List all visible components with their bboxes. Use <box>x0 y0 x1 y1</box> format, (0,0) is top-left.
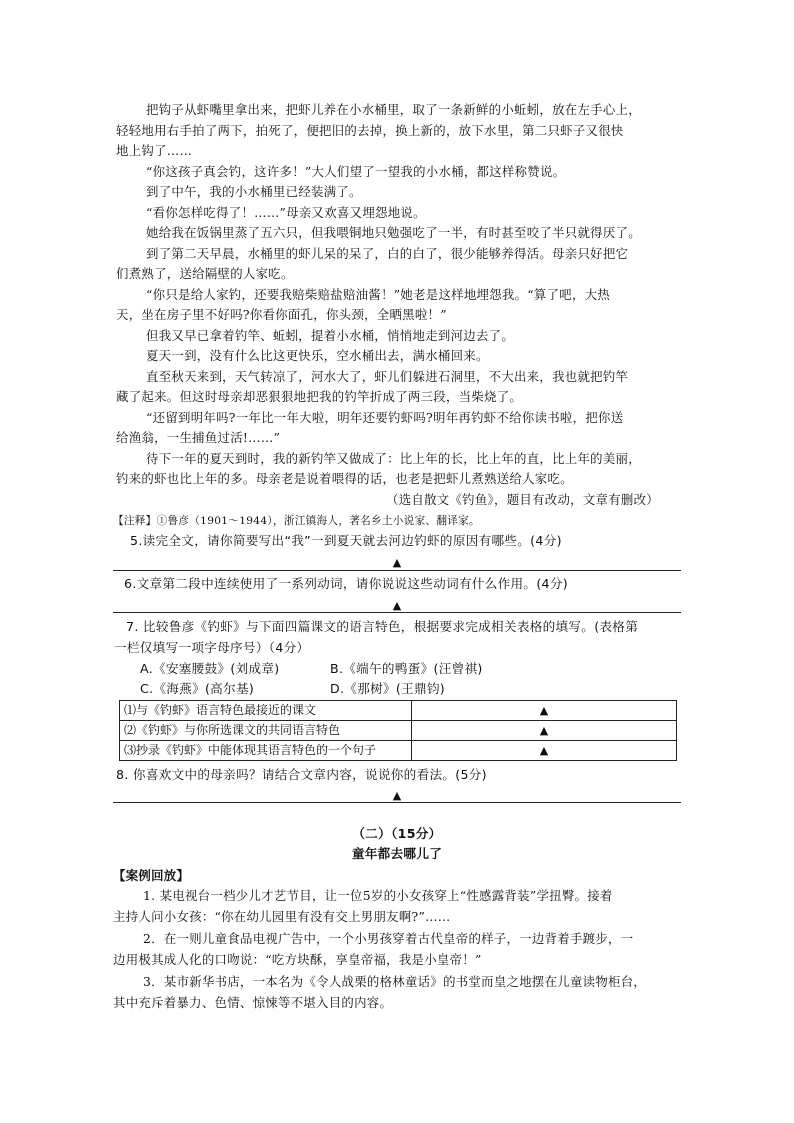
case-tag: 【案例回放】 <box>113 868 190 883</box>
option-b: B.《端午的鸭蛋》(汪曾祺) <box>330 661 483 676</box>
section-title: 童年都去哪儿了 <box>351 846 443 861</box>
story-line: 直至秋天来到，天气转凉了，河水大了，虾儿们躲进石洞里，不大出来，我也就把钓竿 <box>146 369 629 384</box>
table-row <box>120 721 677 741</box>
story-line: “还留到明年吗?一年比一年大啦，明年还要钓虾吗?明年再钓虾不给你读书啦，把你送 <box>146 410 624 425</box>
option-c: C.《海燕》(高尔基) <box>140 681 255 696</box>
question-5: 5.读完全文，请你简要写出“我”一到夏天就去河边钓虾的原因有哪些。(4分) <box>130 533 562 548</box>
answer-line <box>113 802 681 803</box>
case-line: 其中充斥着暴力、色情、惊悚等不堪入目的内容。 <box>113 995 393 1010</box>
answer-mark: ▲ <box>392 789 402 802</box>
answer-line <box>113 612 681 613</box>
story-line: 给渔翁，一生捕鱼过活!……” <box>116 430 281 445</box>
story-line: “你这孩子真会钓，这许多！”大人们望了一望我的小水桶，都这样称赞说。 <box>146 164 566 179</box>
story-line: 藏了起来。但这时母亲却恶狠狠地把我的钓竿折成了两三段，当柴烧了。 <box>116 389 523 404</box>
table-label: ⑴与《钓虾》语言特色最接近的课文 <box>120 701 412 721</box>
story-line: 轻轻地用右手拍了两下，拍死了，便把旧的去掉，换上新的，放下水里，第二只虾子又很快 <box>116 123 624 138</box>
table-label: ⑵《钓虾》与你所选课文的共同语言特色 <box>120 721 412 741</box>
story-line: 把钩子从虾嘴里拿出来，把虾儿养在小水桶里，取了一条新鲜的小蚯蚓，放在左手心上， <box>146 102 641 117</box>
story-line: 待下一年的夏天到时，我的新钓竿又做成了：比上年的长，比上年的直，比上年的美丽， <box>146 451 641 466</box>
story-line: “你只是给人家钓，还要我赔柴赔盐赔油酱！”她老是这样地埋怨我。“算了吧，大热 <box>146 287 611 302</box>
table-row <box>120 701 677 721</box>
story-line: 到了第二天早晨，水桶里的虾儿呆的呆了，白的白了，很少能够养得活。母亲只好把它 <box>146 246 629 261</box>
table-row <box>120 741 677 761</box>
answer-mark: ▲ <box>392 556 402 569</box>
story-line: 到了中午，我的小水桶里已经装满了。 <box>146 184 362 199</box>
story-line: “看你怎样吃得了！……”母亲又欢喜又埋怨地说。 <box>146 205 426 220</box>
story-line: 钓来的虾也比上年的多。母亲老是说着喂得的话，也老是把虾儿煮熟送给人家吃。 <box>116 471 573 486</box>
option-a: A.《安塞腰鼓》(刘成章) <box>140 661 280 676</box>
story-source: （选自散文《钓鱼》，题目有改动，文章有删改） <box>386 492 659 507</box>
table-label: ⑶抄录《钓虾》中能体现其语言特色的一个句子 <box>120 741 412 761</box>
answer-mark: ▲ <box>392 599 402 612</box>
table-answer-cell[interactable]: ▲ <box>412 721 677 741</box>
question-7: 7. 比较鲁彦《钓虾》与下面四篇课文的语言特色，根据要求完成相关表格的填写。(表格第 <box>126 619 639 634</box>
question-6: 6.文章第二段中连续使用了一系列动词，请你说说这些动词有什么作用。(4分) <box>124 576 568 591</box>
answer-table <box>119 700 677 761</box>
section-heading: （二）（15分） <box>352 826 442 841</box>
story-note: 【注释】①鲁彦（1901～1944），浙江镇海人，著名乡土小说家、翻译家。 <box>113 515 480 527</box>
case-line: 2．在一则儿童食品电视广告中，一个小男孩穿着古代皇帝的样子，一边背着手踱步，一 <box>143 931 634 946</box>
story-line: 地上钩了…… <box>116 143 193 158</box>
case-line: 3．某市新华书店，一本名为《令人战栗的格林童话》的书堂而皇之地摆在儿童读物柜台， <box>143 974 647 989</box>
case-line: 主持人问小女孩：“你在幼儿园里有没有交上男朋友啊?”…… <box>113 909 451 924</box>
question-7-cont: 一栏仅填写一项字母序号）（4分） <box>114 640 310 655</box>
story-line: 天，坐在房子里不好吗?你看你面孔，你头颈，全晒黑啦！” <box>116 307 447 322</box>
story-line: 夏天一到，没有什么比这更快乐，空水桶出去，满水桶回来。 <box>146 348 489 363</box>
case-line: 1. 某电视台一档少儿才艺节目，让一位5岁的小女孩穿上“性感露背装”学扭臀。接着 <box>143 888 613 903</box>
question-8: 8. 你喜欢文中的母亲吗？请结合文章内容，说说你的看法。(5分) <box>116 767 487 782</box>
answer-line <box>113 570 681 571</box>
case-line: 边用极其成人化的口吻说：“吃方块酥，享皇帝福，我是小皇帝！” <box>113 952 482 967</box>
story-line: 们煮熟了，送给隔壁的人家吃。 <box>116 266 294 281</box>
table-answer-cell[interactable]: ▲ <box>412 741 677 761</box>
table-answer-cell[interactable]: ▲ <box>412 701 677 721</box>
story-line: 但我又早已拿着钓竿、蚯蚓，提着小水桶，悄悄地走到河边去了。 <box>146 328 515 343</box>
option-d: D.《那树》(王鼎钧) <box>330 681 445 696</box>
story-line: 她给我在饭锅里蒸了五六只，但我喂铜地只勉强吃了一半，有时甚至咬了半只就得厌了。 <box>146 225 641 240</box>
